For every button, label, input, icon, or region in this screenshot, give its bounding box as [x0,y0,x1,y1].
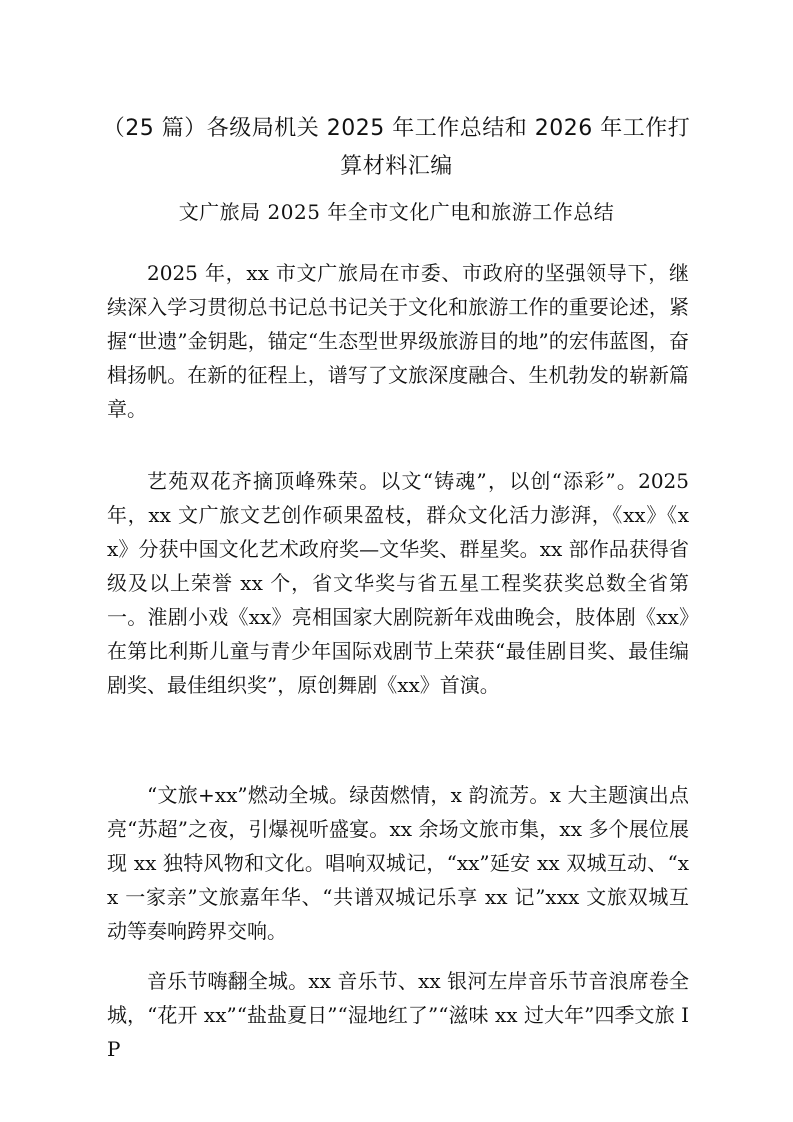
paragraph-culture-tourism: “文旅+xx”燃动全城。绿茵燃情，x 韵流芳。x 大主题演出点亮“苏超”之夜，引爆视听盛宴。xx 余场文旅市集，xx 多个展位展现 xx 独特风物和文化。唱响双城记，“xx”延安 xx 双城互动、“xx 一家亲”文旅嘉年华、“共谱双城记乐享 xx 记”xxx 文旅双城互动等奏响跨界交响。 [107,783,689,943]
paragraph-arts: 艺苑双花齐摘顶峰殊荣。以文“铸魂”，以创“添彩”。2025 年，xx 文广旅文艺创作硕果盈枝，群众文化活力澎湃，《xx》《xx》分获中国文化艺术政府奖—文华奖、群星奖。xx 部作品获得省级及以上荣誉 xx 个，省文华奖与省五星工程奖获奖总数全省第一。淮剧小戏《xx》亮相国家大剧院新年戏曲晚会，肢体剧《xx》在第比利斯儿童与青少年国际戏剧节上荣获“最佳剧目奖、最佳编剧奖、最佳组织奖”，原创舞剧《xx》首演。 [107,469,689,697]
document-title: （25 篇）各级局机关 2025 年工作总结和 2026 年工作打算材料汇编 [102,116,691,179]
document-subtitle: 文广旅局 2025 年全市文化广电和旅游工作总结 [178,200,615,224]
paragraph-intro: 2025 年，xx 市文广旅局在市委、市政府的坚强领导下，继续深入学习贯彻总书记总书记关于文化和旅游工作的重要论述，紧握“世遗”金钥匙，锚定“生态型世界级旅游目的地”的宏伟蓝图，奋楫扬帆。在新的征程上，谱写了文旅深度融合、生机勃发的崭新篇章。 [107,261,689,421]
paragraph-music-festival: 音乐节嗨翻全城。xx 音乐节、xx 银河左岸音乐节音浪席卷全城，“花开 xx”“盐盐夏日”“湿地红了”“滋味 xx 过大年”四季文旅 IP [107,969,689,1061]
